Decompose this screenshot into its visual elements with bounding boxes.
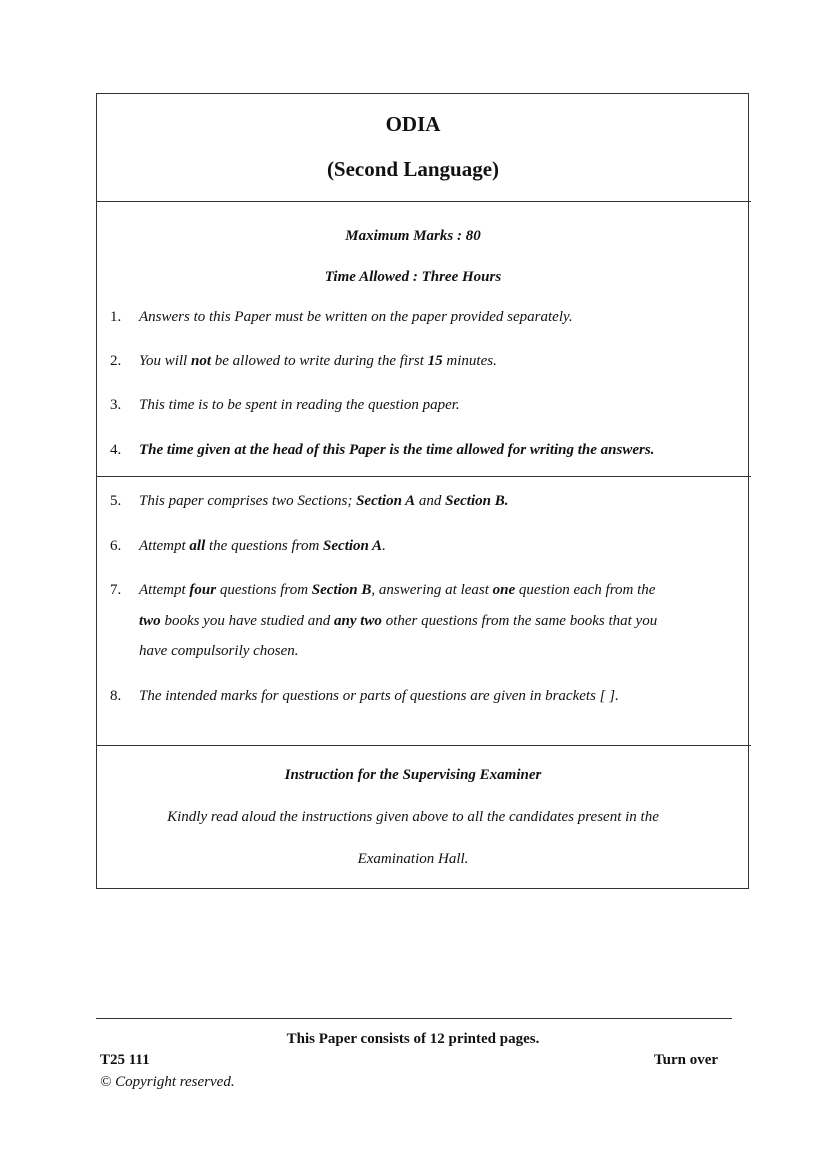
instruction-text: Answers to this Paper must be written on the paper provided separately. [139, 309, 573, 325]
supervisor-text-line-2: Examination Hall. [357, 851, 469, 867]
instruction-text: have compulsorily chosen. [139, 643, 299, 659]
instruction-text: two books you have studied and any two other questions from the same books that you [139, 613, 658, 629]
instruction-text: Attempt four questions from Section B, answering at least one question each from the [139, 582, 656, 598]
time-allowed: Time Allowed : Three Hours [324, 269, 502, 285]
divider-supervisor [96, 745, 751, 746]
supervisor-heading: Instruction for the Supervising Examiner [284, 767, 542, 783]
instruction-number: 6. [110, 538, 122, 554]
instruction-text: You will not be allowed to write during the first 15 minutes. [139, 353, 497, 369]
instruction-text: The intended marks for questions or parts of questions are given in brackets [ ]. [139, 688, 619, 704]
maximum-marks: Maximum Marks : 80 [345, 228, 481, 244]
instruction-text: This time is to be spent in reading the question paper. [139, 397, 460, 413]
instruction-text: Attempt all the questions from Section A. [139, 538, 386, 554]
instruction-text: This paper comprises two Sections; Section A and Section B. [139, 493, 509, 509]
instruction-number: 1. [110, 309, 122, 325]
instruction-number: 4. [110, 442, 122, 458]
subject-title: ODIA [385, 112, 441, 136]
divider-header [96, 201, 751, 202]
footer-rule [96, 1018, 732, 1019]
instruction-number: 2. [110, 353, 122, 369]
instruction-number: 7. [110, 582, 122, 598]
supervisor-text-line-1: Kindly read aloud the instructions given above to all the candidates present in the [167, 809, 659, 825]
copyright-notice: © Copyright reserved. [100, 1074, 235, 1090]
subject-subtitle: (Second Language) [326, 157, 500, 181]
instruction-number: 8. [110, 688, 122, 704]
paper-code: T25 111 [100, 1052, 150, 1068]
instruction-text: The time given at the head of this Paper is the time allowed for writing the answers. [139, 442, 655, 458]
page-count: This Paper consists of 12 printed pages. [286, 1031, 540, 1047]
instruction-number: 5. [110, 493, 122, 509]
instruction-number: 3. [110, 397, 122, 413]
turn-over: Turn over [654, 1052, 719, 1068]
divider-instructions [96, 476, 751, 477]
